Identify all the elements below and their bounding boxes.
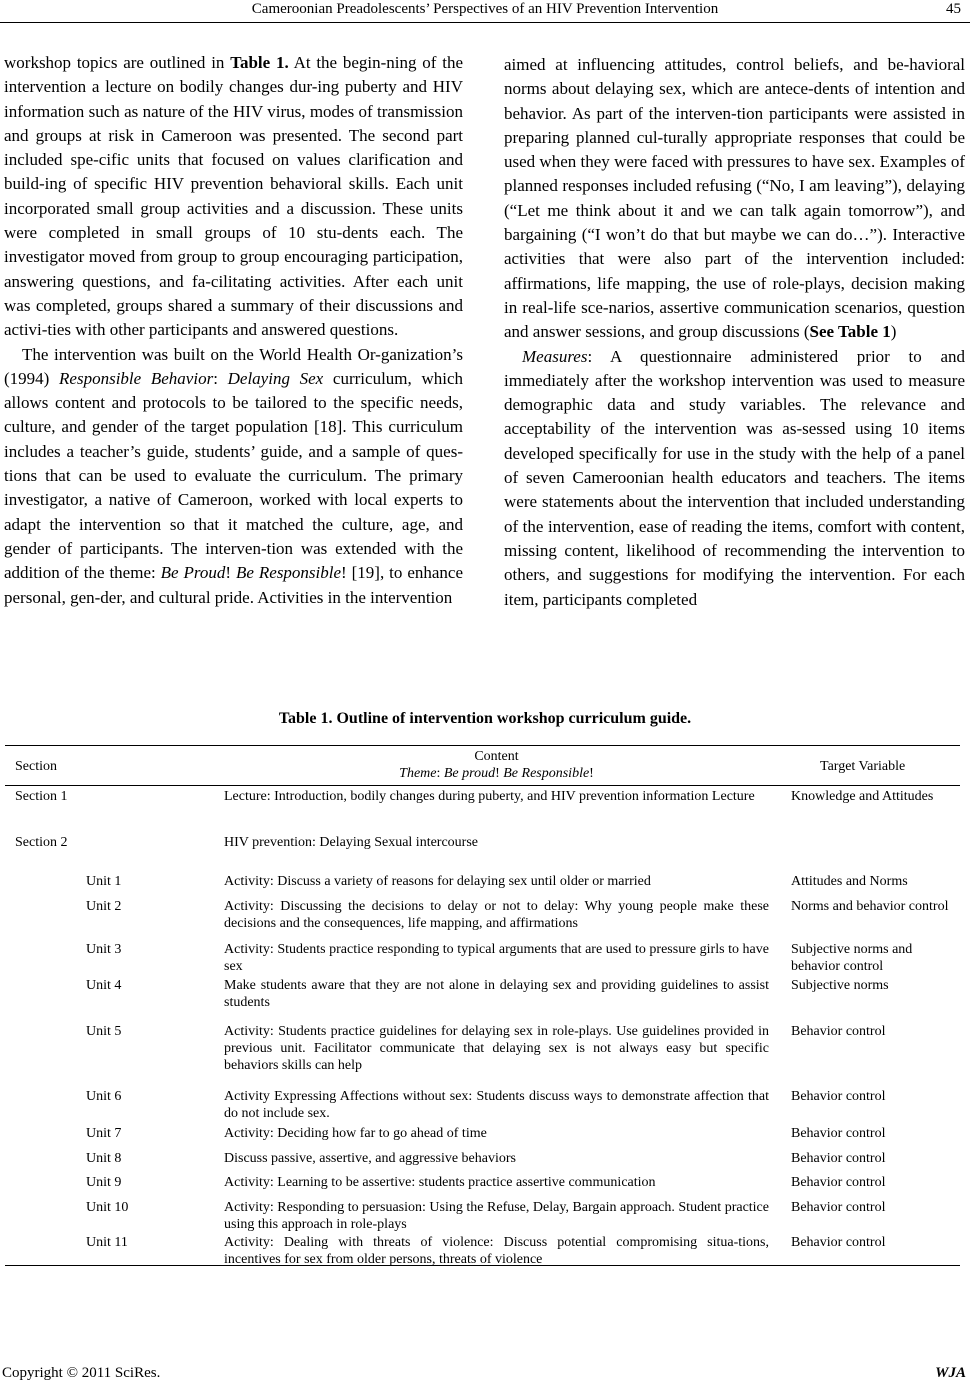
- running-title: Cameroonian Preadolescents’ Perspectives of an HIV Prevention Intervention: [251, 1, 719, 17]
- row-section-cell: Section 2: [15, 835, 68, 850]
- table-row: [5, 975, 960, 1021]
- row-section-cell: Unit 1: [86, 874, 122, 889]
- row-section-cell: Unit 3: [86, 942, 122, 957]
- row-section-cell: Unit 8: [86, 1151, 122, 1166]
- row-target-cell: Subjective norms and behavior control: [791, 942, 913, 974]
- table-row: [5, 896, 960, 939]
- row-section-cell: Unit 11: [86, 1235, 128, 1250]
- table-reference: See Table 1: [809, 322, 891, 342]
- row-target-cell: Behavior control: [791, 1089, 886, 1104]
- table-caption: Table 1. Outline of intervention workshop curriculum guide.: [278, 710, 692, 727]
- row-content-cell: Activity Expressing Affections without sex: Students discuss ways to demonstrate affection that do not include sex.: [224, 1089, 769, 1121]
- row-content-cell: Discuss passive, assertive, and aggressive behaviors: [224, 1151, 516, 1166]
- row-section-cell: Section 1: [15, 789, 68, 804]
- row-content-cell: Make students aware that they are not alone in delaying sex and providing guidelines to assist students: [224, 978, 769, 1010]
- table-row: [5, 1234, 960, 1265]
- table-row: [5, 1148, 960, 1172]
- page-number: 45: [946, 1, 961, 17]
- row-content-cell: Activity: Learning to be assertive: students practice assertive communication: [224, 1175, 656, 1190]
- row-content-cell: Activity: Discussing the decisions to delay or not to delay: Why young people make these decisions and the consequences, life mapping, and affirmations: [224, 899, 769, 931]
- row-target-cell: Behavior control: [791, 1151, 886, 1166]
- row-content-cell: Activity: Deciding how far to go ahead of time: [224, 1126, 487, 1141]
- row-content-cell: Activity: Dealing with threats of violence: Discuss potential compromising situa-tions, incentives for sex from older persons, threats of violence: [224, 1235, 769, 1267]
- journal-abbreviation: WJA: [935, 1365, 966, 1381]
- row-content-cell: Activity: Discuss a variety of reasons for delaying sex until older or married: [224, 874, 651, 889]
- right-column: [504, 53, 965, 612]
- table-row: [5, 1021, 960, 1086]
- paragraph-measures: Measures: A questionnaire administered prior to and immediately after the workshop intervention was used to measure demographic data and study variables. The relevance and acceptability of the intervention was as-sessed using 10 items developed specifically for use in the study with the help of a panel of seven Cameroonian health educators and teachers. The items were statements about the intervention that included understanding of the intervention, ease of reading the items, comfort with content, missing content, likelihood of recommending the intervention to others, and suggestions for modifying the intervention. For each item, participants completed: [504, 346, 965, 609]
- measures-heading: Measures: [522, 346, 588, 366]
- row-target-cell: Behavior control: [791, 1024, 886, 1039]
- table-row: [5, 832, 960, 868]
- row-content-cell: Activity: Responding to persuasion: Using the Refuse, Delay, Bargain approach. Student practice using this approach in role-plays: [224, 1200, 769, 1232]
- table-row: [5, 868, 960, 896]
- row-target-cell: Behavior control: [791, 1175, 886, 1190]
- row-target-cell: Attitudes and Norms: [791, 874, 908, 889]
- paragraph-workshop-topics: workshop topics are outlined in Table 1. At the begin-ning of the intervention a lecture on bodily changes dur-ing puberty and HIV information such as nature of the HIV virus, modes of transmission and groups at risk in Cameroon was presented. The second part included spe-cific units that focused on values clarification and build-ing of specific HIV prevention behavioral skills. Each unit incorporated small group activities and a discussion. These units were completed in small groups of 10 stu-dents each. The investigator moved from group to group encouraging participation, answering questions, and fa-cilitating activities. After each unit was completed, groups shared a summary of their discussions and activi-ties with other participants and answered questions.: [4, 53, 463, 340]
- row-section-cell: Unit 4: [86, 978, 122, 993]
- row-section-cell: Unit 9: [86, 1175, 122, 1190]
- row-content-cell: Activity: Students practice guidelines for delaying sex in role-plays. Use guidelines provided in previous unit. Facilitator communicate that delaying sex is not always easy but specific behaviors skills can help: [224, 1024, 769, 1073]
- row-section-cell: Unit 5: [86, 1024, 122, 1039]
- row-target-cell: Behavior control: [791, 1235, 886, 1250]
- table-header: [5, 746, 960, 785]
- header-section: Section: [15, 759, 57, 774]
- table-body: [5, 786, 960, 1265]
- row-content-cell: Lecture: Introduction, bodily changes during puberty, and HIV prevention information Lecture: [224, 789, 755, 804]
- row-section-cell: Unit 2: [86, 899, 122, 914]
- table-reference: Table 1.: [230, 53, 289, 72]
- row-target-cell: Behavior control: [791, 1200, 886, 1215]
- paragraph-activities: aimed at influencing attitudes, control beliefs, and be-havioral norms about delaying sex, which are antece-dents of intention and behavior. As part of the interven-tion participants were assisted in preparing planned cul-turally appropriate responses that could be used when they were faced with pressures to have sex. Examples of planned responses included refusing (“No, I am leaving”), delaying (“Let me think about it and we can talk again tomorrow”), and bargaining (“I won’t do that but maybe we can do…”). Interactive activities that were also part of the intervention included: affirmations, life mapping, the use of role-plays, decision making in real-life sce-narios, assertive communication scenarios, question and answer sessions, and group discussions (See Table 1): [504, 55, 965, 342]
- table-row: [5, 1197, 960, 1234]
- table-row: [5, 786, 960, 832]
- table-row: [5, 939, 960, 975]
- curriculum-table: [5, 745, 960, 1266]
- row-content-cell: Activity: Students practice responding to typical arguments that are used to pressure girls to have sex: [224, 942, 769, 974]
- row-section-cell: Unit 6: [86, 1089, 122, 1104]
- copyright-notice: Copyright © 2011 SciRes.: [2, 1365, 161, 1381]
- paragraph-intervention-basis: The intervention was built on the World Health Or-ganization’s (1994) Responsible Behavior: Delaying Sex curriculum, which allows content and protocols to be tailored to the specific needs, culture, and gender of the target population [18]. This curriculum includes a teacher’s guide, students’ guide, and a sample of ques-tions that can be used to evaluate the curriculum. The primary investigator, a native of Cameroon, worked with local experts to adapt the intervention so that it matched the culture, age, and gender of participants. The interven-tion was extended with the addition of the theme: Be Proud! Be Responsible! [19], to enhance personal, gen-der, and cultural pride. Activities in the intervention: [4, 344, 464, 607]
- row-target-cell: Norms and behavior control: [791, 899, 949, 914]
- row-content-cell: HIV prevention: Delaying Sexual intercourse: [224, 835, 479, 850]
- header-theme: Theme: Be proud! Be Responsible!: [399, 766, 594, 781]
- left-column: [4, 51, 463, 610]
- table-row: [5, 1123, 960, 1148]
- row-section-cell: Unit 7: [86, 1126, 122, 1141]
- running-header: [0, 0, 970, 24]
- page-footer: [2, 1365, 966, 1382]
- header-target: Target Variable: [820, 759, 906, 774]
- row-target-cell: Subjective norms: [791, 978, 889, 993]
- row-target-cell: Knowledge and Attitudes: [791, 789, 934, 804]
- row-section-cell: Unit 10: [86, 1200, 129, 1215]
- table-row: [5, 1172, 960, 1197]
- header-rule: [0, 22, 970, 23]
- table-row: [5, 1086, 960, 1123]
- header-content: Content Theme: Be proud! Be Responsible!: [224, 748, 769, 782]
- row-target-cell: Behavior control: [791, 1126, 886, 1141]
